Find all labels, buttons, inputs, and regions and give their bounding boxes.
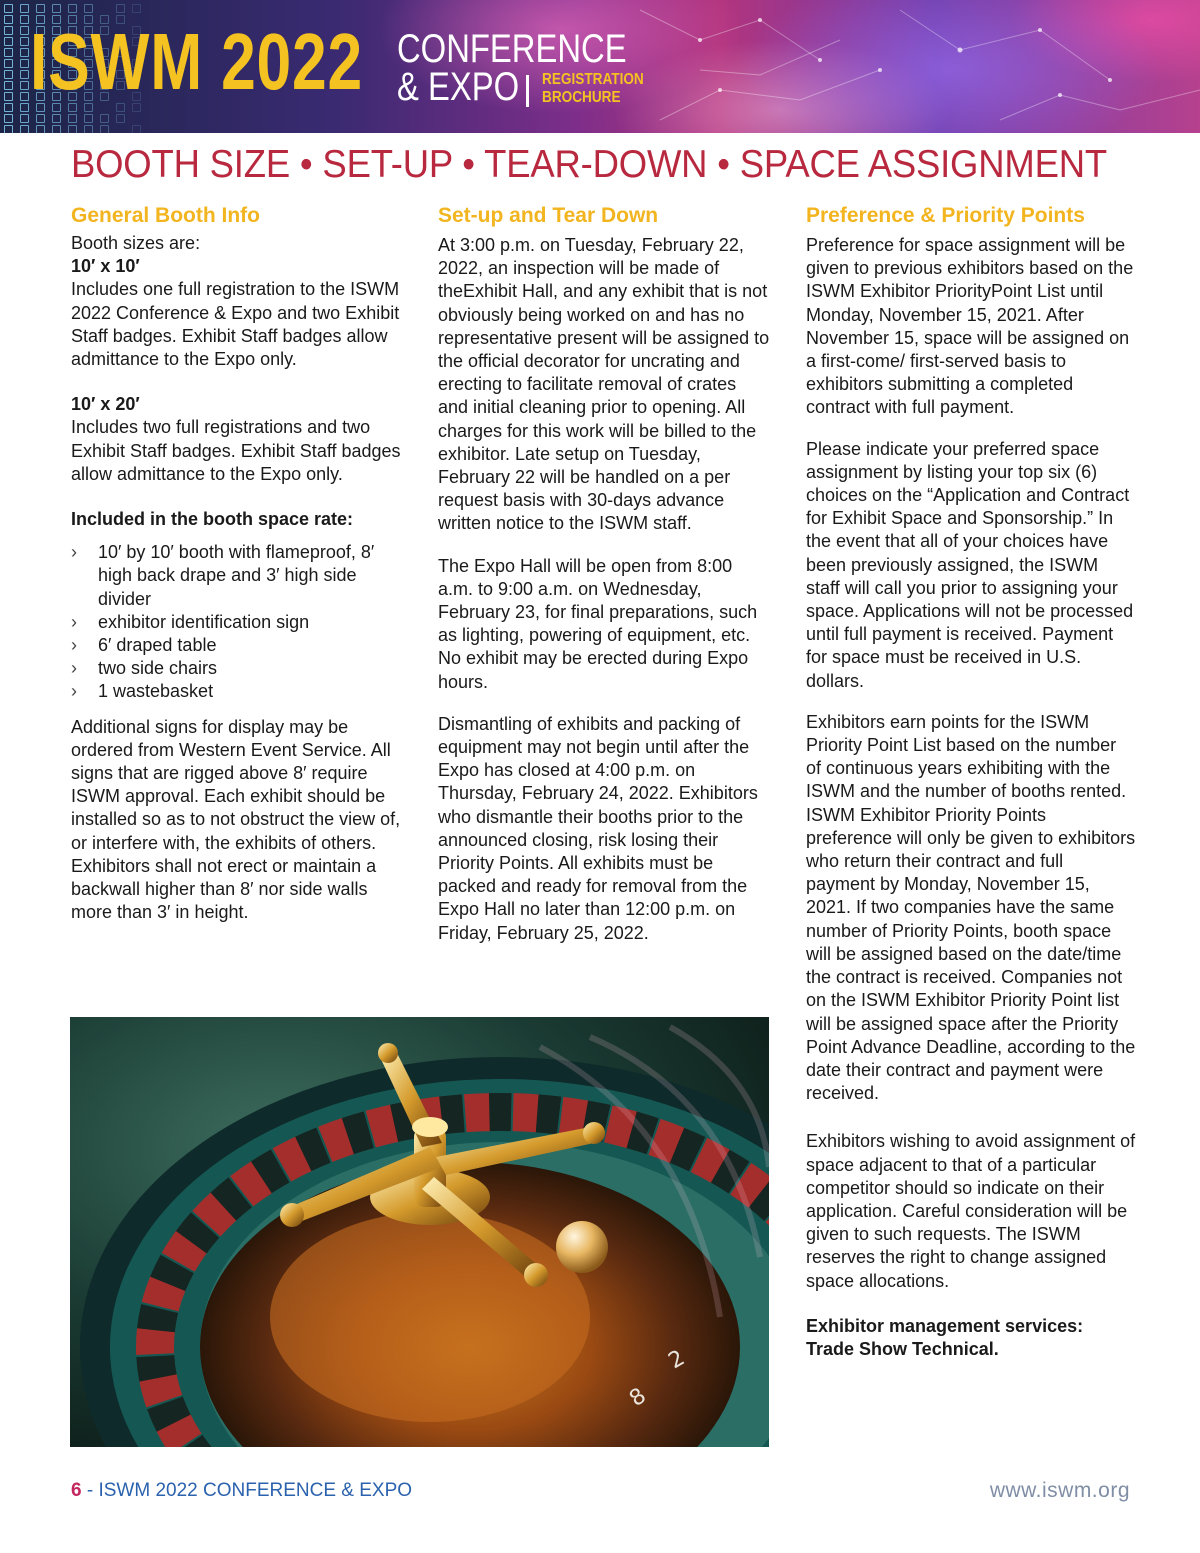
setup-paragraph-2: The Expo Hall will be open from 8:00 a.m. to 9:00 a.m. on Wednesday, February 23, for final preparations, such as lighting, powering of equipment, etc. No exhibit may be erected during Expo hours. <box>438 555 758 692</box>
banner-title-iswm-2022: ISWM 2022 <box>30 17 364 106</box>
booth-size-10x20-label: 10′ x 20′ <box>71 394 140 415</box>
setup-paragraph-3: Dismantling of exhibits and packing of equipment may not begin until after the Expo has closed at 4:00 p.m. on Thursday, February 24, 2022. Exhibitors who dismantle their booths prior to the announced closing, risk losing their Priority Points. All exhibits must be packed and ready for removal from the Expo Hall no later than 12:00 p.m. on Friday, February 25, 2022. <box>438 713 758 943</box>
preference-paragraph-2: Please indicate your preferred space assignment by listing your top six (6) choices on the “Application and Contract for Exhibit Space and Sponsorship.” In the event that all of your choices have been previously assigned, the ISWM staff will call you prior to assigning your space. Applications will not be processed until full payment is received. Payment for space must be received in U.S. dollars. <box>806 438 1134 691</box>
general-booth-info-column <box>71 203 406 924</box>
page-number: 6 <box>71 1480 82 1501</box>
banner-conference-line2: & EXPO <box>397 65 520 109</box>
banner-registration-line2: BROCHURE <box>542 89 621 106</box>
list-item <box>71 541 406 611</box>
preference-priority-column <box>806 203 1136 1361</box>
banner-divider <box>526 75 529 107</box>
wheel-number-label: 8 <box>625 1383 651 1412</box>
chevron-right-icon: › <box>71 611 77 632</box>
banner-conference-line1: CONFERENCE <box>397 27 627 71</box>
page-headline: BOOTH SIZE • SET-UP • TEAR-DOWN • SPACE ASSIGNMENT <box>71 143 1107 186</box>
preference-paragraph-4: Exhibitors wishing to avoid assignment of space adjacent to that of a particular competitor should so indicate on their application. Careful consideration will be given to such requests. The ISWM reserves the right to change assigned space allocations. <box>806 1131 1136 1291</box>
banner-registration-line1: REGISTRATION <box>542 71 644 88</box>
included-heading: Included in the booth space rate: <box>71 509 354 530</box>
booth-sizes-intro: Booth sizes are: <box>71 233 201 253</box>
chevron-right-icon: › <box>71 635 77 656</box>
included-item-text: exhibitor identification sign <box>98 611 310 632</box>
preference-priority-heading: Preference & Priority Points <box>806 204 1085 227</box>
wheel-number-label: 2 <box>664 1345 690 1375</box>
setup-teardown-column <box>438 203 770 945</box>
list-item <box>71 634 406 657</box>
chevron-right-icon: › <box>71 542 77 563</box>
included-item-text: 10′ by 10′ booth with flameproof, 8′ high back drape and 3′ high side divider <box>98 542 375 609</box>
included-item-text: 1 wastebasket <box>98 681 214 702</box>
list-item <box>71 611 406 634</box>
header-banner <box>0 0 1200 133</box>
booth-size-10x10-text: Includes one full registration to the ISWM 2022 Conference & Expo and two Exhibit Staff badges. Exhibit Staff badges allow admittance to the Expo only. <box>71 279 400 370</box>
setup-paragraph-1: At 3:00 p.m. on Tuesday, February 22, 2022, an inspection will be made of theExhibit Hall, and any exhibit that is not obviously being worked on and has no representative present will be assigned to the official decorator for uncrating and erecting to facilitate removal of crates and initial cleaning prior to opening. All charges for this work will be billed to the exhibitor. Late setup on Tuesday, February 22 will be handled on a per request basis with 30-days advance written notice to the ISWM staff. <box>438 235 770 534</box>
roulette-wheel-illustration <box>70 1017 769 1447</box>
roulette-wheel-photo <box>70 1017 769 1447</box>
list-item <box>71 680 406 703</box>
additional-signs-text: Additional signs for display may be ordered from Western Event Service. All signs that are rigged above 8′ require ISWM approval. Each exhibit should be installed so as to not obstruct the view of, or interfere with, the exhibits of others. Exhibitors shall not erect or maintain a backwall higher than 8′ nor side walls more than 3′ in height. <box>71 716 401 923</box>
footer-publication-title: - ISWM 2022 CONFERENCE & EXPO <box>81 1480 413 1501</box>
chevron-right-icon: › <box>71 658 77 679</box>
included-list <box>71 541 406 703</box>
list-item <box>71 657 406 680</box>
included-item-text: 6′ draped table <box>98 635 217 656</box>
footer-page-info <box>71 1480 412 1502</box>
general-booth-info-heading: General Booth Info <box>71 204 260 227</box>
preference-paragraph-3: Exhibitors earn points for the ISWM Priority Point List based on the number of continuous years exhibiting with the ISWM and the number of booths rented. ISWM Exhibitor Priority Points preference will only be given to exhibitors who return their contract and full payment by Monday, November 15, 2021. If two companies have the same number of Priority Points, booth space will be assigned based on the date/time the contract is received. Companies not on the ISWM Exhibitor Priority Point list will be assigned space after the Priority Point Advance Deadline, according to the date their contract and payment were received. <box>806 711 1136 1104</box>
included-item-text: two side chairs <box>98 658 218 679</box>
banner-registration-brochure <box>542 71 644 107</box>
footer-website-link[interactable]: www.iswm.org <box>989 1479 1130 1502</box>
chevron-right-icon: › <box>71 681 77 702</box>
preference-paragraph-1: Preference for space assignment will be given to previous exhibitors based on the ISWM Exhibitor PriorityPoint List until Monday, November 15, 2021. After November 15, space will be assigned on a first-come/ first-served basis to exhibitors submitting a completed contract with full payment. <box>806 235 1134 418</box>
setup-teardown-heading: Set-up and Tear Down <box>438 204 659 227</box>
services-label: Exhibitor management services: <box>806 1315 1084 1336</box>
booth-size-10x20-text: Includes two full registrations and two Exhibit Staff badges. Exhibit Staff badges allow admittance to the Expo only. <box>71 417 401 484</box>
services-provider: Trade Show Technical. <box>806 1338 999 1359</box>
booth-size-10x10-label: 10′ x 10′ <box>71 256 140 277</box>
